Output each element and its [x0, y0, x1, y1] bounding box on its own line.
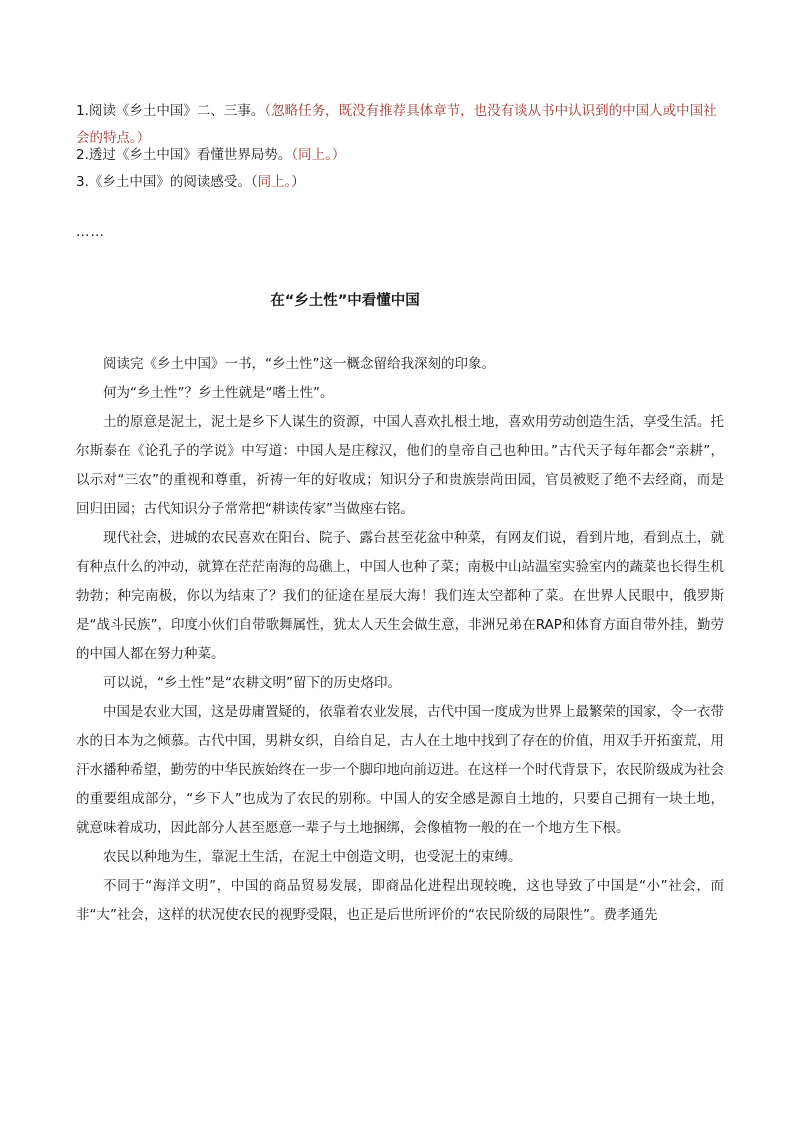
paragraph: 土的原意是泥土，泥土是乡下人谋生的资源，中国人喜欢扎根土地，喜欢用劳动创造生活，享受生活。托尔斯泰在《论孔子的学说》中写道：中国人是庄稼汉，他们的皇帝自己也种田。”古代天子每年都会“亲耕”，以示对“三农”的重视和尊重，祈祷一年的好收成；知识分子和贵族崇尚田园，官员被贬了绝不去经商，而是回归田园；古代知识分子常常把“耕读传家”当做座右铭。 — [76, 414, 724, 517]
task-text: 2.透过《乡土中国》看懂世界局势。 — [76, 147, 292, 163]
paragraph: 现代社会，进城的农民喜欢在阳台、院子、露台甚至花盆中种菜，有网友们说，看到片地，看到点土，就有种点什么的冲动，就算在茫茫南海的岛礁上，中国人也种了菜；南极中山站温室实验室内的蔬菜也长得生机勃勃；种完南极，你以为结束了？我们的征途在星辰大海！我们连太空都种了菜。在世界人民眼中，俄罗斯是“战斗民族”，印度小伙们自带歌舞属性，犹太人天生会做生意，非洲兄弟在RAP和体育方面自带外挂，勤劳的中国人都在努力种菜。 — [76, 530, 724, 662]
task-item-3 — [76, 169, 726, 196]
task-list-layout — [76, 98, 726, 125]
task-text: 3.《乡土中国》的阅读感受。（ — [76, 174, 258, 190]
task-list-rest — [76, 142, 726, 196]
essay-title: 在“乡土性”中看懂中国 — [270, 293, 420, 309]
ellipsis: …… — [76, 224, 105, 240]
task-note: （同上。） — [291, 147, 346, 163]
task-text: 1.阅读《乡土中国》二、三事。 — [76, 103, 265, 119]
paragraph: 可以说，“乡土性”是“农耕文明”留下的历史烙印。 — [103, 675, 401, 691]
paragraph: 农民以种地为生，靠泥土生活，在泥土中创造文明，也受泥土的束缚。 — [103, 849, 522, 865]
task-item-2 — [76, 142, 726, 169]
paragraph: 何为“乡土性”？乡土性就是“嗜土性”。 — [103, 385, 334, 401]
task-tail: ） — [291, 174, 305, 190]
paragraph: 不同于“海洋文明”，中国的商品贸易发展，即商品化进程出现较晚，这也导致了中国是“小”社会，而非“大”社会，这样的状况使农民的视野受限，也正是后世所评价的“农民阶级的局限性”。费孝通先 — [76, 878, 724, 923]
essay-body — [76, 350, 724, 930]
task-note: （忽略任务，既没有推荐具体章节，也没有谈从书中认识到的中国人或中国社会的特点。） — [76, 103, 717, 146]
task-note: 同上。 — [257, 174, 292, 190]
paragraph: 中国是农业大国，这是毋庸置疑的，依靠着农业发展，古代中国一度成为世界上最繁荣的国家，令一衣带水的日本为之倾慕。古代中国，男耕女织，自给自足，古人在土地中找到了存在的价值，用双手开拓蛮荒，用汗水播种希望，勤劳的中华民族始终在一步一个脚印地向前迈进。在这样一个时代背景下，农民阶级成为社会的重要组成部分，“乡下人”也成为了农民的别称。中国人的安全感是源自土地的，只要自己拥有一块土地，就意味着成功，因此部分人甚至愿意一辈子与土地捆绑，会像植物一般的在一个地方生下根。 — [76, 704, 724, 836]
paragraph: 阅读完《乡土中国》一书，“乡土性”这一概念留给我深刻的印象。 — [103, 356, 495, 372]
